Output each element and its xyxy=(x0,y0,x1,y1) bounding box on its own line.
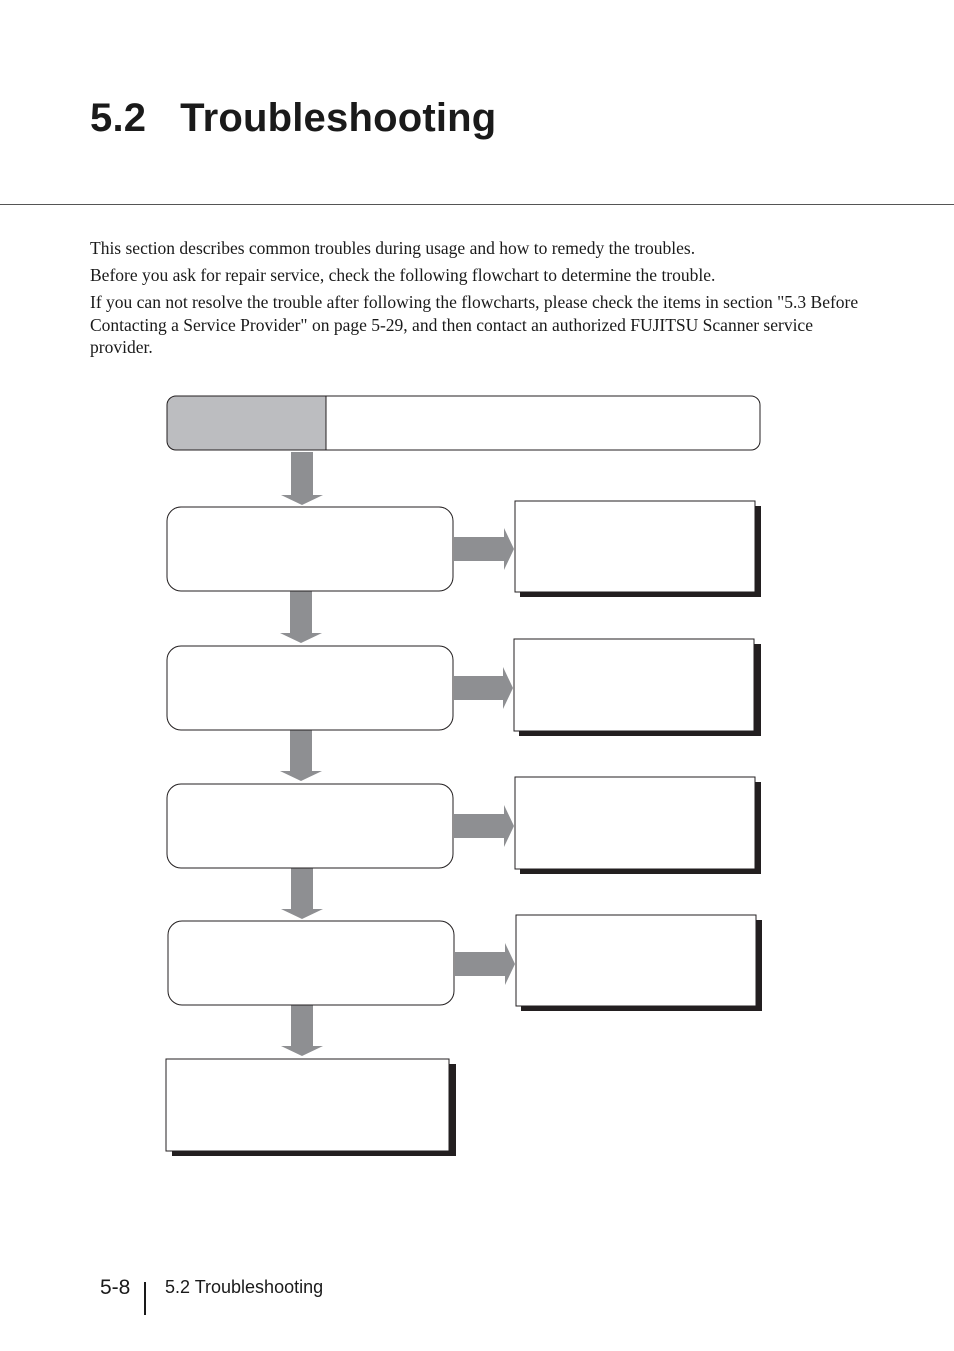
flowchart-reference-box-4 xyxy=(516,915,762,1011)
flow-arrow-right-3 xyxy=(454,805,514,847)
flowchart-decision-box-1 xyxy=(167,507,453,591)
flow-arrow-right-2 xyxy=(454,667,513,709)
intro-paragraph-2: Before you ask for repair service, check the following flowchart to determine the trouble. xyxy=(90,265,716,285)
flow-arrow-down-5 xyxy=(281,1005,323,1056)
flowchart-start-box xyxy=(167,396,760,450)
page-title: 5.2 Troubleshooting xyxy=(90,96,497,140)
flow-arrow-down-3 xyxy=(280,730,322,781)
intro-paragraph-1: This section describes common troubles during usage and how to remedy the troubles. xyxy=(90,238,696,258)
flow-arrow-down-2 xyxy=(280,591,322,643)
start-box-label-cell xyxy=(167,396,326,450)
flowchart-decision-box-4 xyxy=(168,921,454,1005)
final-box-frame xyxy=(166,1059,449,1151)
flow-arrow-right-1 xyxy=(454,528,514,570)
reference-box-4-frame xyxy=(516,915,756,1006)
reference-box-1-frame xyxy=(515,501,755,592)
intro-paragraph-3: If you can not resolve the trouble after following the flowcharts, please check the items in section "5.3 Before Contacting a Service Provider" on page 5-29, and then contact an authorized FUJITSU Scanner service provider. xyxy=(90,292,859,357)
flow-arrow-down-1 xyxy=(281,452,323,505)
footer-section-name: 5.2 Troubleshooting xyxy=(165,1277,324,1297)
flowchart-reference-box-1 xyxy=(515,501,761,597)
reference-box-3-frame xyxy=(515,777,755,869)
flowchart-final-box xyxy=(166,1059,456,1156)
flowchart-reference-box-2 xyxy=(514,639,761,736)
flowchart-decision-box-2 xyxy=(167,646,453,730)
flowchart-decision-box-3 xyxy=(167,784,453,868)
page-number: 5-8 xyxy=(100,1276,131,1299)
reference-box-2-frame xyxy=(514,639,754,731)
footer-divider xyxy=(144,1282,146,1315)
flow-arrow-right-4 xyxy=(455,943,515,985)
flow-arrow-down-4 xyxy=(281,868,323,919)
flowchart-reference-box-3 xyxy=(515,777,761,874)
